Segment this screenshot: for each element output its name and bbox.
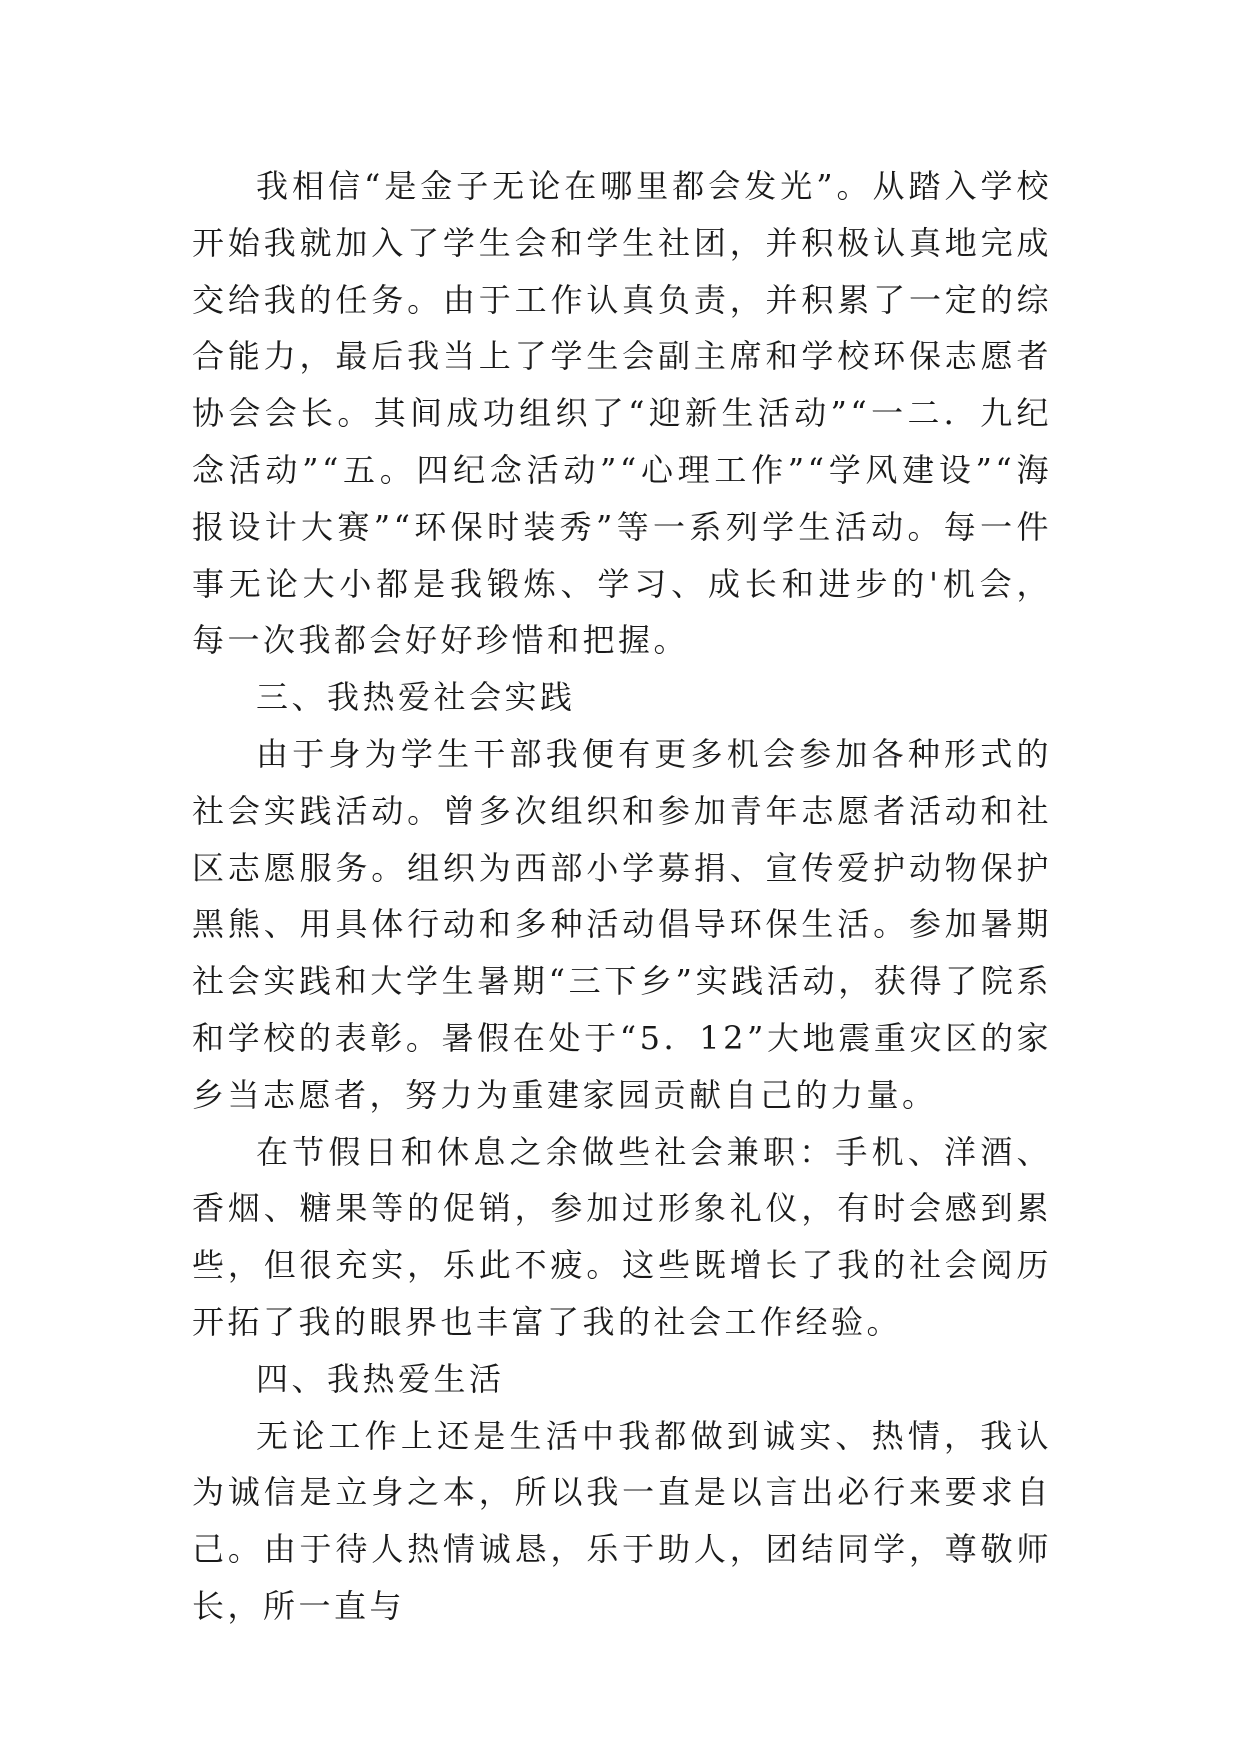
- paragraph-part-time: 在节假日和休息之余做些社会兼职：手机、洋酒、香烟、糖果等的促销，参加过形象礼仪，有时会感到累些，但很充实，乐此不疲。这些既增长了我的社会阅历开拓了我的眼界也丰富了我的社会工作经验。: [192, 1132, 1052, 1341]
- document-page: [192, 158, 1052, 1635]
- heading-love-life: 四、我热爱生活: [256, 1359, 505, 1398]
- heading-social-practice: 三、我热爱社会实践: [256, 678, 576, 717]
- paragraph-honesty: 无论工作上还是生活中我都做到诚实、热情，我认为诚信是立身之本，所以我一直是以言出必行来要求自己。由于待人热情诚恳，乐于助人，团结同学，尊敬师长，所一直与: [192, 1416, 1052, 1625]
- paragraph-volunteer: 由于身为学生干部我便有更多机会参加各种形式的社会实践活动。曾多次组织和参加青年志愿者活动和社区志愿服务。组织为西部小学募捐、宣传爱护动物保护黑熊、用具体行动和多种活动倡导环保生活。参加暑期社会实践和大学生暑期“三下乡”实践活动，获得了院系和学校的表彰。暑假在处于“5．12”大地震重灾区的家乡当志愿者，努力为重建家园贡献自己的力量。: [192, 734, 1052, 1114]
- paragraph-student-union: 我相信“是金子无论在哪里都会发光”。从踏入学校开始我就加入了学生会和学生社团，并积极认真地完成交给我的任务。由于工作认真负责，并积累了一定的综合能力，最后我当上了学生会副主席和学校环保志愿者协会会长。其间成功组织了“迎新生活动”“一二．九纪念活动”“五。四纪念活动”“心理工作”“学风建设”“海报设计大赛”“环保时装秀”等一系列学生活动。每一件事无论大小都是我锻炼、学习、成长和进步的'机会，每一次我都会好好珍惜和把握。: [192, 167, 1052, 660]
